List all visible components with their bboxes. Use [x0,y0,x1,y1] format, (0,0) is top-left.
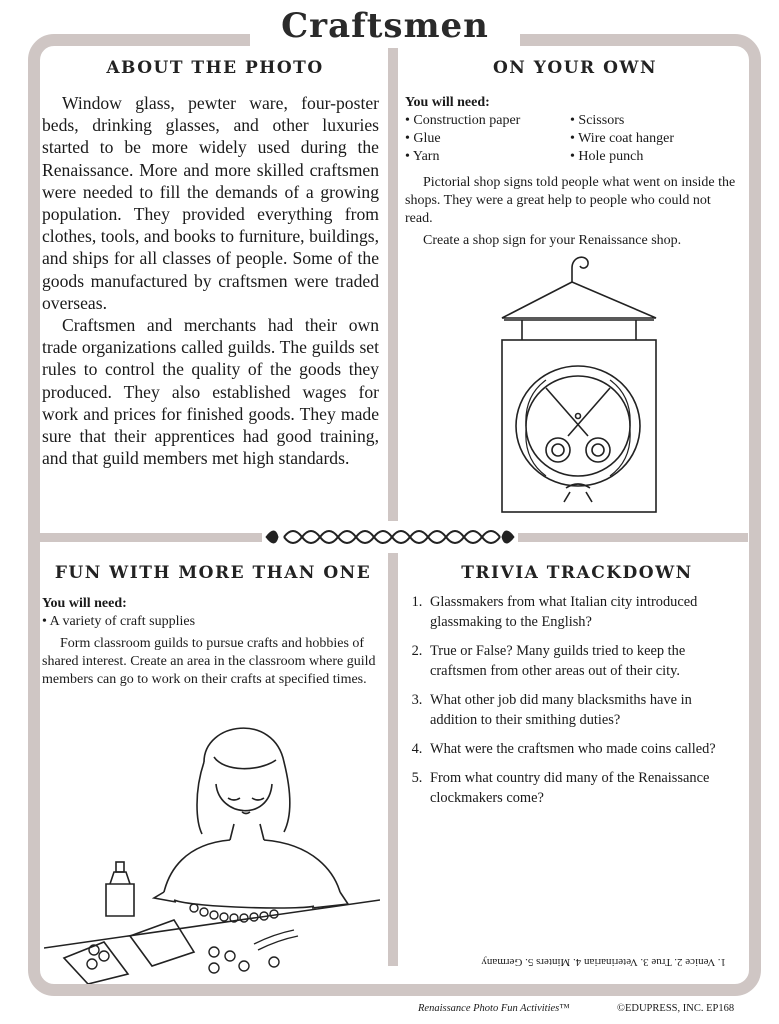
fun-need-label: You will need: [42,596,127,611]
fun-supply: • A variety of craft supplies [42,614,196,629]
trivia-question-3: 3. What other job did many blacksmiths have in addition to their smithing duties? [426,690,742,730]
supply-yarn: • Yarn [405,149,440,164]
own-heading: ON YOUR OWN [492,58,658,78]
supply-hole-punch: • Hole punch [570,149,644,164]
trivia-heading: TRIVIA TRACKDOWN [461,563,693,583]
supply-coat-hanger: • Wire coat hanger [570,131,674,146]
supply-scissors: • Scissors [570,113,625,128]
trivia-answers-upside-down: 1. Venice 2. True 3. Veterinarian 4. Minters 5. Germany [481,956,726,968]
supply-construction-paper: • Construction paper [405,113,521,128]
about-body [42,92,379,469]
own-text-2: Create a shop sign for your Renaissance shop. [423,233,682,248]
shop-sign-illustration [496,248,666,518]
own-need-label: You will need: [405,95,490,110]
trivia-question-1: 1. Glassmakers from what Italian city introduced glassmaking to the English? [426,592,742,632]
supply-glue: • Glue [405,131,441,146]
trivia-question-2: 2. True or False? Many guilds tried to keep the craftsmen from other areas out of their city. [426,641,742,681]
about-paragraph-2: Craftsmen and merchants had their own trade organizations called guilds. The guilds set rules to control the quality of the goods they produced. They also established wages for work and prices for finished goods. They made sure that their apprentices had good training, and that guild members met high standards. [42,315,379,469]
trivia-question-4: 4. What were the craftsmen who made coins called? [426,739,742,759]
fun-heading: FUN WITH MORE THAN ONE [54,563,372,583]
trivia-list [402,592,742,817]
fun-body [42,595,382,689]
own-body [405,94,740,250]
about-heading: ABOUT THE PHOTO [106,58,324,78]
footer-copyright: ©EDUPRESS, INC. EP168 [617,1003,735,1014]
page-title: Craftsmen [250,6,520,48]
girl-crafting-illustration [44,712,380,984]
fleur-ornament-divider [262,521,518,553]
trivia-question-5: 5. From what country did many of the Renaissance clockmakers come? [426,768,742,808]
own-supplies [405,112,740,166]
vertical-divider [388,46,398,966]
footer-series: Renaissance Photo Fun Activities™ [418,1003,570,1014]
fun-text: Form classroom guilds to pursue crafts and hobbies of shared interest. Create an area in the classroom where guild members can go to work on their crafts at specified times. [42,636,376,687]
about-paragraph-1: Window glass, pewter ware, four-poster beds, drinking glasses, and other luxuries started to be more widely used during the Renaissance. More and more skilled craftsmen were needed to fill the demands of a growing population. They provided everything from clothes, tools, and books to furniture, buildings, and ships for all classes of people. Some of the goods manufactured by craftsmen were traded overseas. [42,93,379,313]
own-text-1: Pictorial shop signs told people what went on inside the shops. They were a great help to people who could not read. [405,175,736,226]
